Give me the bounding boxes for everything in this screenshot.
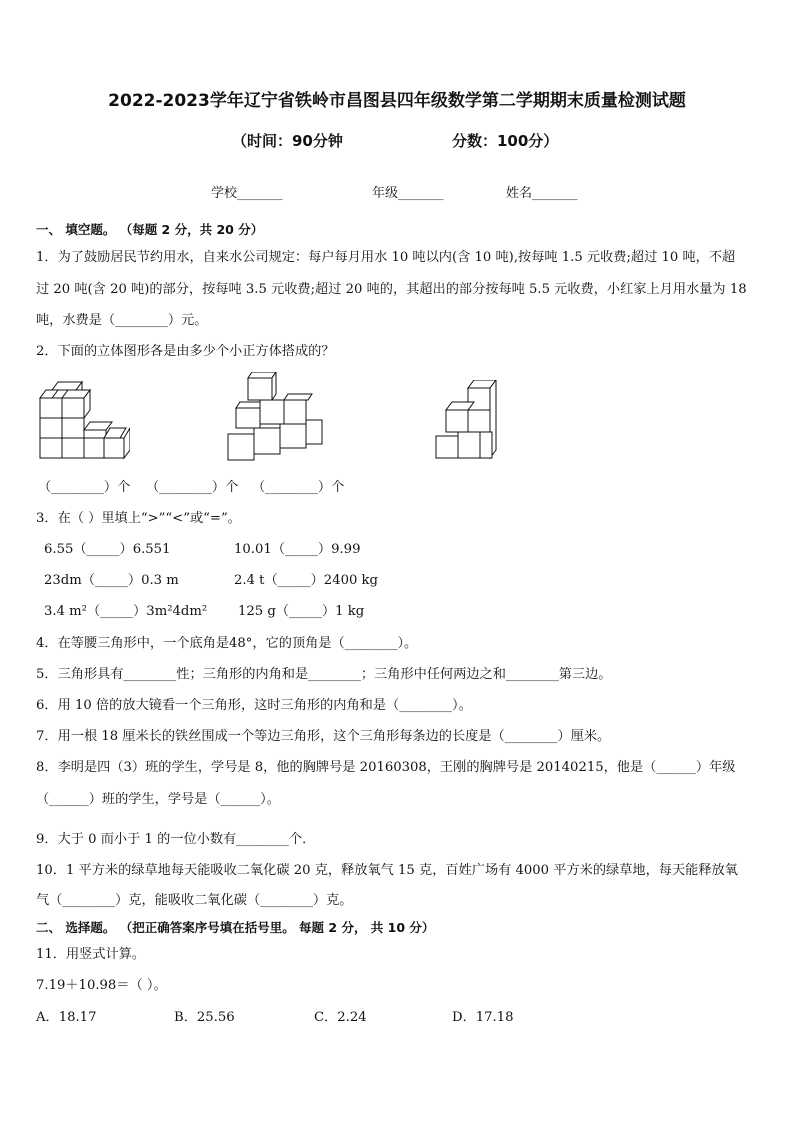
question-2-answer-1[interactable]: （________）个 bbox=[38, 480, 131, 495]
question-3-item[interactable]: 2.4 t（_____）2400 kg bbox=[234, 573, 378, 588]
cube-figure-2 bbox=[224, 372, 326, 464]
option-b[interactable]: B．25.56 bbox=[174, 1010, 235, 1025]
section-2-heading: 二、 选择题。 （把正确答案序号填在括号里。 每题 2 分， 共 10 分） bbox=[36, 920, 435, 935]
question-6: 6．用 10 倍的放大镜看一个三角形，这时三角形的内角和是（________）。 bbox=[36, 698, 472, 713]
question-3-item[interactable]: 3.4 m²（_____）3m²4dm² bbox=[44, 604, 208, 619]
question-11-expression: 7.19＋10.98＝（ ）。 bbox=[36, 978, 167, 993]
cube-figure-1 bbox=[38, 380, 130, 462]
page-title: 2022-2023学年辽宁省铁岭市昌图县四年级数学第二学期期末质量检测试题 bbox=[108, 91, 686, 111]
question-9: 9．大于 0 而小于 1 的一位小数有________个． bbox=[36, 832, 316, 847]
option-a[interactable]: A．18.17 bbox=[36, 1010, 97, 1025]
school-field[interactable]: 学校_______ bbox=[211, 186, 283, 201]
question-10-line-2: 气（________）克，能吸收二氧化碳（________）克。 bbox=[36, 893, 353, 908]
exam-score: 分数：100分） bbox=[452, 132, 559, 150]
question-1-line-2: 过 20 吨(含 20 吨)的部分，按每吨 3.5 元收费;超过 20 吨的，其超出的部分按每吨 5.5 元收费，小红家上月用水量为 18 bbox=[36, 282, 747, 297]
question-7: 7．用一根 18 厘米长的铁丝围成一个等边三角形，这个三角形每条边的长度是（________）厘米。 bbox=[36, 729, 611, 744]
question-4: 4．在等腰三角形中，一个底角是48°，它的顶角是（________）。 bbox=[36, 636, 418, 651]
grade-field[interactable]: 年级_______ bbox=[372, 186, 444, 201]
cube-figure-3 bbox=[434, 380, 500, 462]
option-c[interactable]: C．2.24 bbox=[314, 1010, 367, 1025]
question-8-line-1: 8．李明是四（3）班的学生，学号是 8，他的胸牌号是 20160308，王刚的胸牌号是 20140215，他是（______）年级 bbox=[36, 760, 736, 775]
question-2: 2．下面的立体图形各是由多少个小正方体搭成的？ bbox=[36, 344, 335, 359]
section-1-heading: 一、 填空题。 （每题 2 分，共 20 分） bbox=[36, 222, 264, 237]
name-field[interactable]: 姓名_______ bbox=[506, 186, 578, 201]
question-3-item[interactable]: 23dm（_____）0.3 m bbox=[44, 573, 179, 588]
question-3-item[interactable]: 125 g（_____）1 kg bbox=[238, 604, 365, 619]
question-3: 3．在（ ）里填上“>”“<”或“=”。 bbox=[36, 511, 241, 526]
question-3-item[interactable]: 6.55（_____）6.551 bbox=[44, 542, 171, 557]
question-3-item[interactable]: 10.01（_____）9.99 bbox=[234, 542, 361, 557]
question-11: 11．用竖式计算。 bbox=[36, 947, 146, 962]
question-8-line-2: （______）班的学生，学号是（______）。 bbox=[36, 792, 280, 807]
question-2-answer-3[interactable]: （________）个 bbox=[252, 480, 345, 495]
question-1-line-3: 吨，水费是（________）元。 bbox=[36, 313, 208, 328]
question-2-answer-2[interactable]: （________）个 bbox=[146, 480, 239, 495]
question-5: 5．三角形具有________性；三角形的内角和是________；三角形中任何两边之和________第三边。 bbox=[36, 667, 612, 682]
question-10-line-1: 10．1 平方米的绿草地每天能吸收二氧化碳 20 克，释放氧气 15 克，百姓广场有 4000 平方米的绿草地，每天能释放氧 bbox=[36, 863, 738, 878]
exam-time: （时间：90分钟 bbox=[232, 132, 343, 150]
question-1-line-1: 1．为了鼓励居民节约用水，自来水公司规定：每户每月用水 10 吨以内(含 10 吨),按每吨 1.5 元收费;超过 10 吨，不超 bbox=[36, 250, 736, 265]
option-d[interactable]: D．17.18 bbox=[452, 1010, 514, 1025]
